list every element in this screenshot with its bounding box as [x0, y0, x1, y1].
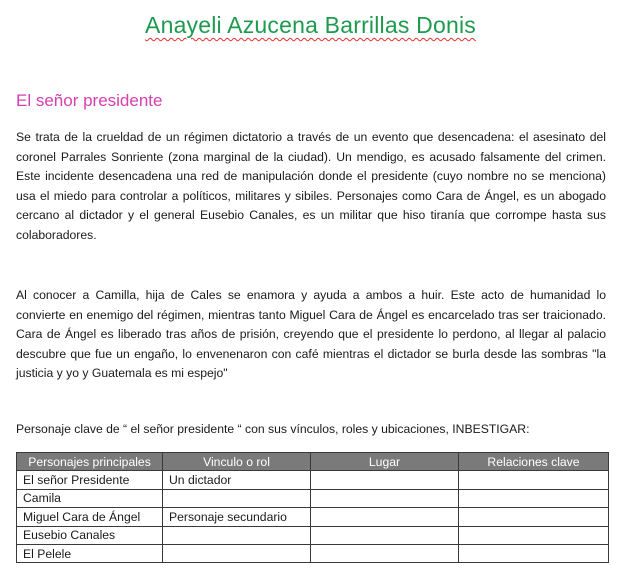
document-title-text: Anayeli Azucena Barrillas Donis: [145, 12, 476, 38]
table-row: [17, 471, 609, 489]
header-place: Lugar: [311, 453, 459, 471]
characters-table: [16, 452, 609, 563]
cell-role[interactable]: Un dictador: [163, 471, 311, 489]
cell-character[interactable]: Camila: [17, 489, 163, 507]
cell-role[interactable]: [163, 526, 311, 544]
header-relations: Relaciones clave: [459, 453, 609, 471]
cell-character[interactable]: Miguel Cara de Ángel: [17, 508, 163, 526]
table-prompt: Personaje clave de “ el señor presidente “ con sus vínculos, roles y ubicaciones, INBESTIGAR:: [16, 422, 530, 436]
cell-role[interactable]: Personaje secundario: [163, 508, 311, 526]
paragraph-plot: Al conocer a Camilla, hija de Cales se enamora y ayuda a ambos a huir. Este acto de humanidad lo convierte en enemigo del régimen, mientras tanto Miguel Cara de Ángel es encarcelado tras ser traicionado. Cara de Ángel es liberado tras años de prisión, creyendo que el presidente lo perdono, al llegar al palacio descubre que fue un engaño, lo envenenaron con café mientras el dictador se burla desde las sombras "la justicia y yo y Guatemala es mi espejo": [16, 288, 606, 381]
table-row: [17, 508, 609, 526]
cell-relations[interactable]: [459, 526, 609, 544]
header-role: Vinculo o rol: [163, 453, 311, 471]
section-title: El señor presidente: [16, 91, 163, 110]
table-header-row: [17, 453, 609, 471]
cell-character[interactable]: El Pelele: [17, 544, 163, 562]
document-title: [0, 12, 621, 39]
cell-place[interactable]: [311, 471, 459, 489]
cell-relations[interactable]: [459, 544, 609, 562]
table-row: [17, 489, 609, 507]
cell-relations[interactable]: [459, 489, 609, 507]
cell-place[interactable]: [311, 508, 459, 526]
paragraph-summary: Se trata de la crueldad de un régimen dictatorio a través de un evento que desencadena: el asesinato del coronel Parrales Sonriente (zona marginal de la ciudad). Un mendigo, es acusado falsamente del crimen. Este incidente desencadena una red de manipulación donde el presidente (cuyo nombre no se menciona) usa el miedo para controlar a políticos, militares y sibiles. Personajes como Cara de Ángel, es un abogado cercano al dictador y el general Eusebio Canales, es un militar que hiso tiranía que corrompe hasta sus colaboradores.: [16, 130, 606, 242]
cell-relations[interactable]: [459, 508, 609, 526]
cell-place[interactable]: [311, 526, 459, 544]
cell-role[interactable]: [163, 489, 311, 507]
header-characters: Personajes principales: [17, 453, 163, 471]
table-row: [17, 526, 609, 544]
cell-role[interactable]: [163, 544, 311, 562]
cell-relations[interactable]: [459, 471, 609, 489]
table-row: [17, 544, 609, 562]
cell-character[interactable]: El señor Presidente: [17, 471, 163, 489]
cell-place[interactable]: [311, 489, 459, 507]
cell-character[interactable]: Eusebio Canales: [17, 526, 163, 544]
cell-place[interactable]: [311, 544, 459, 562]
